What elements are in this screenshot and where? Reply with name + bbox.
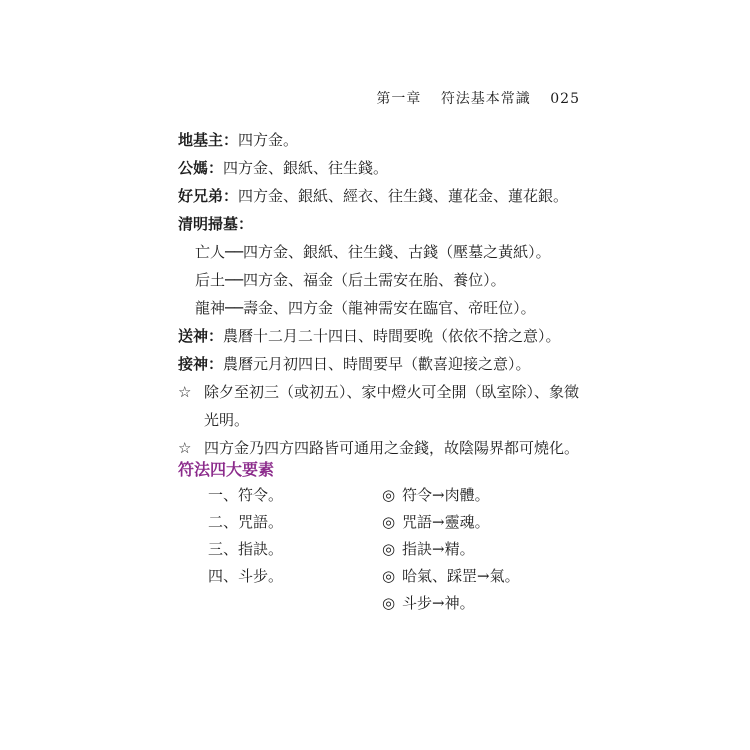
mapping-item — [382, 536, 520, 563]
mapping-text: 咒語→靈魂。 — [402, 513, 490, 531]
send-gods-text: 農曆十二月二十四日、時間要晚（依依不捨之意）。 — [223, 327, 561, 345]
element-item: 二、咒語。 — [208, 513, 284, 531]
mapping-text: 斗步→神。 — [402, 594, 475, 612]
mapping-list — [382, 482, 520, 617]
section-heading: 符法四大要素 — [178, 460, 275, 479]
mapping-item — [382, 509, 520, 536]
tomb-item: 后土──四方金、福金（后土需安在胎、養位）。 — [195, 271, 506, 289]
star-icon: ☆ — [178, 383, 192, 401]
entry-line — [178, 182, 608, 210]
double-circle-icon: ◎ — [382, 567, 396, 585]
receive-gods-line — [178, 350, 608, 378]
entry-label: 地基主： — [178, 131, 239, 149]
entry-line — [178, 210, 608, 238]
entry-text: 四方金、銀紙、往生錢。 — [223, 159, 389, 177]
entry-label: 公媽： — [178, 159, 224, 177]
double-circle-icon: ◎ — [382, 594, 396, 612]
note-text-continued: 光明。 — [204, 411, 250, 429]
element-item: 三、指訣。 — [208, 540, 284, 558]
send-gods-label: 送神： — [178, 327, 224, 345]
entry-text: 四方金、銀紙、經衣、往生錢、蓮花金、蓮花銀。 — [238, 187, 569, 205]
mapping-item — [382, 563, 520, 590]
main-text — [178, 126, 608, 462]
receive-gods-label: 接神： — [178, 355, 224, 373]
send-gods-line — [178, 322, 608, 350]
page-number: 025 — [550, 91, 580, 107]
mapping-text: 符令→肉體。 — [402, 486, 490, 504]
mapping-item — [382, 482, 520, 509]
star-icon: ☆ — [178, 439, 192, 457]
double-circle-icon: ◎ — [382, 540, 396, 558]
entry-line — [178, 154, 608, 182]
tomb-item: 龍神──壽金、四方金（龍神需安在臨官、帝旺位）。 — [195, 299, 536, 317]
double-circle-icon: ◎ — [382, 513, 396, 531]
entry-label: 清明掃墓： — [178, 215, 254, 233]
double-circle-icon: ◎ — [382, 486, 396, 504]
receive-gods-text: 農曆元月初四日、時間要早（歡喜迎接之意）。 — [223, 355, 531, 373]
mapping-item — [382, 590, 520, 617]
entry-text: 四方金。 — [238, 131, 299, 149]
note-text: 四方金乃四方四路皆可通用之金錢，故陰陽界都可燒化。 — [204, 439, 580, 457]
element-item: 四、斗步。 — [208, 567, 284, 585]
chapter-title: 符法基本常識 — [440, 91, 531, 107]
mapping-text: 哈氣、踩罡→氣。 — [402, 567, 520, 585]
tomb-item: 亡人──四方金、銀紙、往生錢、古錢（壓墓之黃紙）。 — [195, 243, 551, 261]
running-header — [376, 88, 580, 108]
elements-list — [208, 482, 283, 590]
entry-line — [178, 126, 608, 154]
note-text: 除夕至初三（或初五）、家中燈火可全開（臥室除）、象徵 — [204, 383, 580, 401]
mapping-text: 指訣→精。 — [402, 540, 475, 558]
note-item — [178, 378, 608, 434]
element-item: 一、符令。 — [208, 486, 284, 504]
chapter-label: 第一章 — [376, 91, 422, 107]
entry-label: 好兄弟： — [178, 187, 239, 205]
